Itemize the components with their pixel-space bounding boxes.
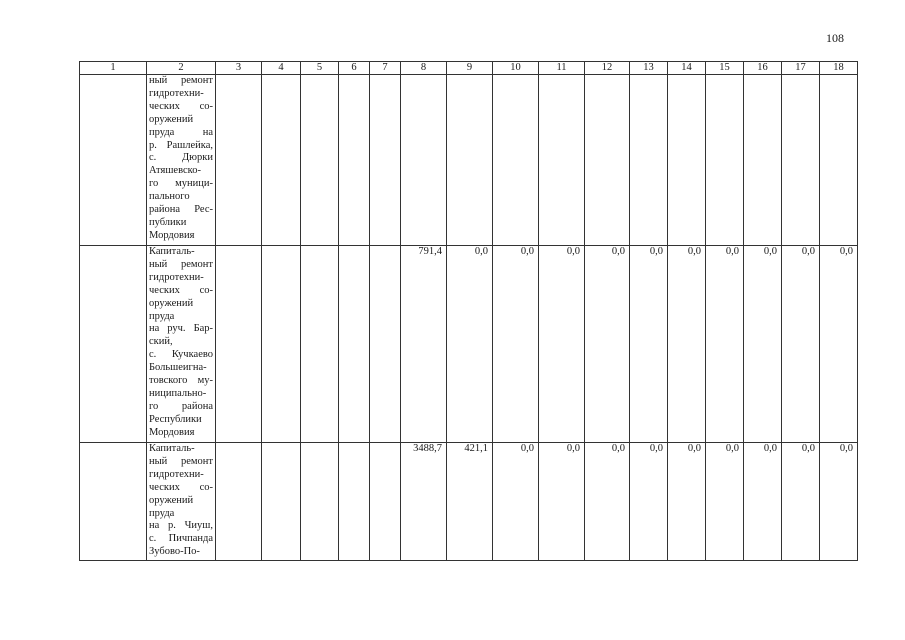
table-row	[80, 75, 858, 246]
value-cell: 0,0	[447, 246, 493, 443]
description-line: публики	[149, 216, 187, 228]
empty-cell	[216, 443, 262, 561]
empty-cell	[216, 246, 262, 443]
value-cell	[401, 75, 447, 246]
description-line: Большеигна-	[149, 362, 207, 374]
description-line: Капиталь-	[149, 246, 195, 257]
value-cell: 421,1	[447, 443, 493, 561]
column-header: 17	[782, 62, 820, 75]
column-header: 1	[80, 62, 147, 75]
header-row	[80, 62, 858, 75]
value-cell: 0,0	[744, 443, 782, 561]
description-line: на р. Чиуш,	[149, 520, 213, 532]
description-line: оружений	[149, 297, 194, 309]
row-number-cell	[80, 246, 147, 443]
description-line: ный ремонт	[149, 75, 213, 86]
column-header: 7	[370, 62, 401, 75]
row-number-cell	[80, 75, 147, 246]
table-row	[80, 246, 858, 443]
budget-table	[79, 61, 858, 561]
empty-cell	[301, 75, 339, 246]
description-line: гидротехни-	[149, 87, 204, 99]
value-cell: 0,0	[585, 246, 630, 443]
value-cell	[630, 75, 668, 246]
value-cell: 0,0	[706, 443, 744, 561]
column-header: 6	[339, 62, 370, 75]
description-line: района Рес-	[149, 204, 213, 216]
description-cell	[147, 443, 216, 561]
value-cell	[820, 75, 858, 246]
empty-cell	[262, 246, 301, 443]
value-cell: 791,4	[401, 246, 447, 443]
column-header: 8	[401, 62, 447, 75]
column-header: 10	[493, 62, 539, 75]
description-line: го муници-	[149, 178, 213, 190]
empty-cell	[370, 443, 401, 561]
description-line: Мордовия	[149, 229, 195, 241]
description-line: ческих со-	[149, 481, 213, 493]
description-line: оружений	[149, 494, 194, 506]
column-header: 3	[216, 62, 262, 75]
column-header: 15	[706, 62, 744, 75]
value-cell: 0,0	[820, 443, 858, 561]
column-header: 2	[147, 62, 216, 75]
description-line: ческих со-	[149, 100, 213, 112]
empty-cell	[216, 75, 262, 246]
empty-cell	[339, 75, 370, 246]
description-line: гидротехни-	[149, 271, 204, 283]
value-cell: 0,0	[539, 443, 585, 561]
value-cell	[782, 75, 820, 246]
description-line: Капиталь-	[149, 443, 195, 454]
empty-cell	[339, 246, 370, 443]
description-line: пруда	[149, 310, 175, 322]
value-cell: 0,0	[493, 443, 539, 561]
description-line: гидротехни-	[149, 468, 204, 480]
column-header: 12	[585, 62, 630, 75]
value-cell: 0,0	[539, 246, 585, 443]
value-cell	[585, 75, 630, 246]
column-header: 13	[630, 62, 668, 75]
description-line: пруда на	[149, 126, 213, 138]
description-line: с. Кучкаево	[149, 349, 213, 361]
empty-cell	[262, 75, 301, 246]
value-cell	[744, 75, 782, 246]
value-cell: 0,0	[668, 246, 706, 443]
empty-cell	[370, 246, 401, 443]
value-cell: 0,0	[585, 443, 630, 561]
description-line: ческих со-	[149, 284, 213, 296]
description-line: с. Пичпанда	[149, 533, 213, 545]
description-line: го района	[149, 400, 213, 412]
value-cell: 3488,7	[401, 443, 447, 561]
description-cell	[147, 246, 216, 443]
column-header: 14	[668, 62, 706, 75]
value-cell: 0,0	[820, 246, 858, 443]
column-header: 5	[301, 62, 339, 75]
description-line: Зубово-По-	[149, 546, 200, 558]
description-line: пального	[149, 191, 190, 203]
description-line: Республики	[149, 413, 202, 425]
description-line: пруда	[149, 507, 175, 519]
value-cell: 0,0	[493, 246, 539, 443]
value-cell: 0,0	[706, 246, 744, 443]
description-line: ный ремонт	[149, 258, 213, 270]
empty-cell	[370, 75, 401, 246]
value-cell: 0,0	[782, 443, 820, 561]
value-cell: 0,0	[630, 246, 668, 443]
column-header: 9	[447, 62, 493, 75]
column-header: 18	[820, 62, 858, 75]
row-number-cell	[80, 443, 147, 561]
description-line: Мордовия	[149, 426, 195, 438]
description-line: на руч. Бар-	[149, 323, 213, 335]
description-line: ный ремонт	[149, 455, 213, 467]
description-line: оружений	[149, 113, 194, 125]
description-line: р. Рашлейка,	[149, 139, 213, 151]
empty-cell	[301, 246, 339, 443]
empty-cell	[339, 443, 370, 561]
value-cell: 0,0	[782, 246, 820, 443]
value-cell: 0,0	[668, 443, 706, 561]
description-line: Атяшевско-	[149, 165, 201, 177]
description-line: с. Дюрки	[149, 152, 213, 164]
table-row	[80, 443, 858, 561]
column-header: 11	[539, 62, 585, 75]
value-cell	[447, 75, 493, 246]
description-line: ский,	[149, 336, 173, 348]
value-cell: 0,0	[744, 246, 782, 443]
value-cell: 0,0	[630, 443, 668, 561]
empty-cell	[301, 443, 339, 561]
column-header: 16	[744, 62, 782, 75]
description-line: товского му-	[149, 375, 213, 387]
description-line: ниципально-	[149, 387, 207, 399]
value-cell	[706, 75, 744, 246]
value-cell	[539, 75, 585, 246]
empty-cell	[262, 443, 301, 561]
page-number: 108	[826, 31, 844, 45]
description-cell	[147, 75, 216, 246]
value-cell	[668, 75, 706, 246]
value-cell	[493, 75, 539, 246]
column-header: 4	[262, 62, 301, 75]
